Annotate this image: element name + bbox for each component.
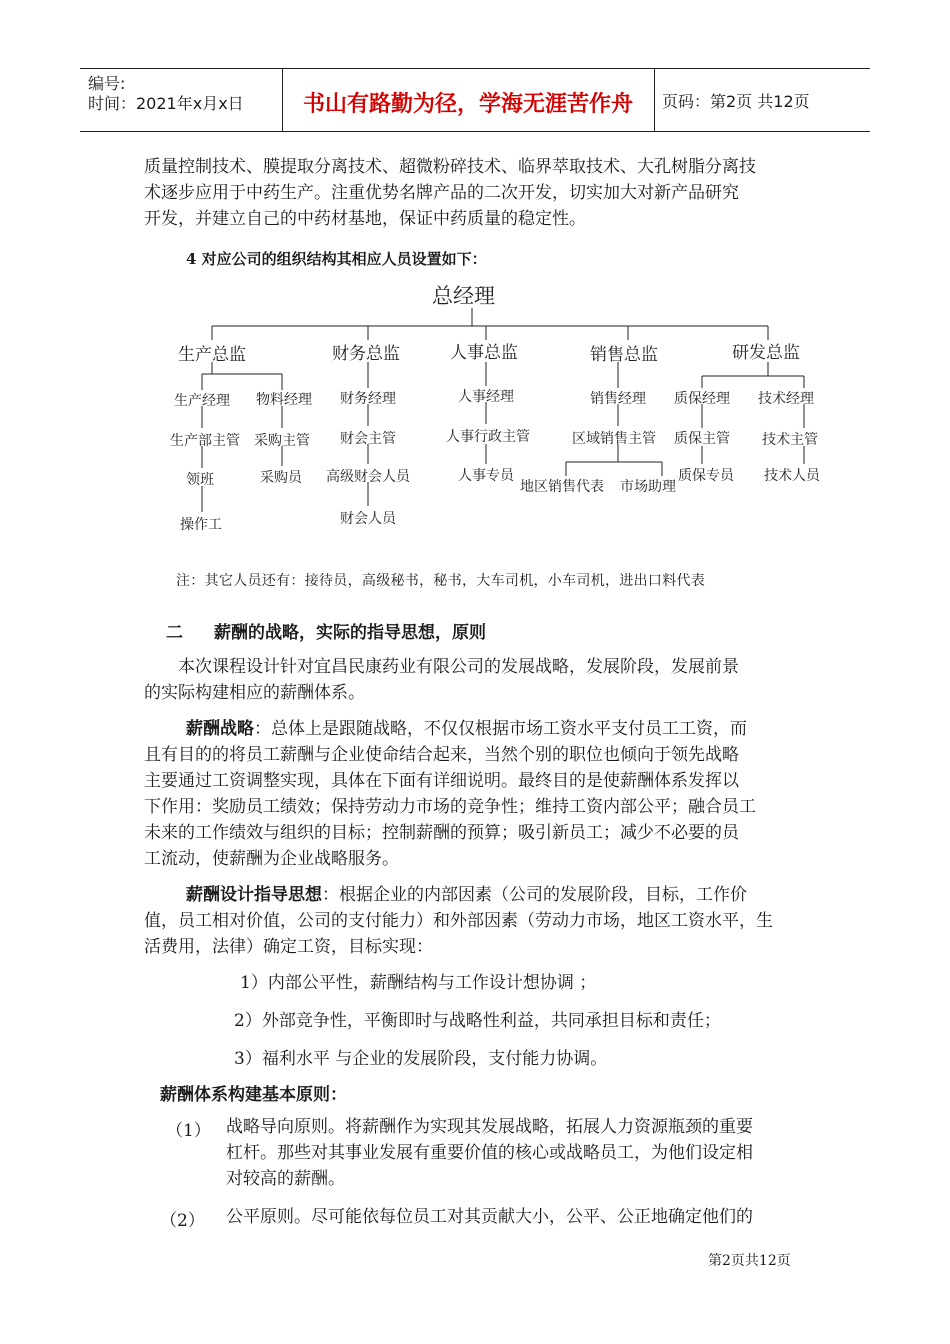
intro-line-1: 质量控制技术、膜提取分离技术、超微粉碎技术、临界萃取技术、大孔树脂分离技 [144, 157, 756, 177]
strategy-line: 未来的工作绩效与组织的目标；控制薪酬的预算；吸引新员工；减少不必要的员 [144, 823, 739, 843]
strategy-label: 薪酬战略 [186, 719, 254, 739]
date-label: 时间：2021年x月x日 [88, 94, 244, 113]
guide-line: 值，员工相对价值，公司的支付能力）和外部因素（劳动力市场，地区工资水平，生 [144, 911, 773, 931]
org-node: 质保专员 [678, 468, 734, 484]
org-director-sales: 销售总监 [590, 345, 658, 365]
org-director-rd: 研发总监 [732, 343, 800, 363]
principle-number: （2） [160, 1211, 205, 1231]
principle-line: 杠杆。那些对其事业发展有重要价值的核心或战略员工，为他们设定相 [226, 1143, 753, 1163]
org-node: 采购主管 [254, 433, 310, 449]
org-node: 领班 [186, 472, 214, 488]
principle-number: （1） [166, 1121, 211, 1141]
org-root: 总经理 [432, 284, 495, 308]
para1-line-1: 本次课程设计针对宜昌民康药业有限公司的发展战略，发展阶段，发展前景 [178, 657, 739, 677]
intro-line-2: 术逐步应用于中药生产。注重优势名牌产品的二次开发，切实加大对新产品研究 [144, 183, 739, 203]
org-node: 技术人员 [764, 468, 820, 484]
page-footer: 第2页共12页 [708, 1253, 791, 1269]
principle-line: 对较高的薪酬。 [226, 1169, 345, 1189]
intro-line-3: 开发，并建立自己的中药材基地，保证中药质量的稳定性。 [144, 209, 586, 229]
guide-item: 1）内部公平性，薪酬结构与工作设计想协调 ； [240, 973, 597, 993]
principles-title: 薪酬体系构建基本原则： [160, 1085, 347, 1105]
guide-line: 活费用，法律）确定工资，目标实现： [144, 937, 433, 957]
strategy-line: 下作用：奖励员工绩效；保持劳动力市场的竞争性；维持工资内部公平；融合员工 [144, 797, 756, 817]
org-node: 人事经理 [458, 389, 514, 405]
strategy-line: 工流动，使薪酬为企业战略服务。 [144, 849, 399, 869]
section-4-title: 4 对应公司的组织结构其相应人员设置如下： [186, 250, 487, 268]
org-node: 地区销售代表 [520, 479, 604, 495]
section-2-title: 薪酬的战略，实际的指导思想，原则 [214, 623, 486, 643]
org-node: 市场助理 [620, 479, 676, 495]
strategy-line: 且有目的的将员工薪酬与企业使命结合起来，当然个别的职位也倾向于领先战略 [144, 745, 739, 765]
strategy-line-1: 薪酬战略：总体上是跟随战略，不仅仅根据市场工资水平支付员工工资，而 [186, 719, 747, 739]
org-node: 操作工 [180, 517, 222, 533]
guide-label: 薪酬设计指导思想 [186, 885, 322, 905]
principle-line: 公平原则。尽可能依每位员工对其贡献大小，公平、公正地确定他们的 [226, 1207, 753, 1227]
strategy-line: 主要通过工资调整实现，具体在下面有详细说明。最终目的是使薪酬体系发挥以 [144, 771, 739, 791]
guide-item: 3）福利水平 与企业的发展阶段，支付能力协调。 [234, 1049, 608, 1069]
org-director-finance: 财务总监 [332, 344, 400, 364]
org-node: 人事专员 [458, 468, 514, 484]
section-2-number: 二 [166, 623, 183, 643]
org-node: 财会人员 [340, 511, 396, 527]
org-node: 技术主管 [762, 432, 818, 448]
org-node: 生产部主管 [170, 433, 240, 449]
org-node: 采购员 [260, 470, 302, 486]
org-director-production: 生产总监 [178, 345, 246, 365]
org-node: 生产经理 [174, 393, 230, 409]
org-node: 财务经理 [340, 391, 396, 407]
org-node: 质保主管 [674, 431, 730, 447]
org-node: 财会主管 [340, 431, 396, 447]
org-node: 质保经理 [674, 391, 730, 407]
header-page-number: 页码：第2页 共12页 [662, 92, 810, 111]
org-note: 注：其它人员还有：接待员，高级秘书，秘书，大车司机，小车司机，进出口料代表 [176, 573, 706, 589]
org-director-hr: 人事总监 [450, 343, 518, 363]
org-node: 人事行政主管 [446, 429, 530, 445]
org-node: 高级财会人员 [326, 469, 410, 485]
org-node: 物料经理 [256, 392, 312, 408]
org-node: 区域销售主管 [572, 431, 656, 447]
org-node: 技术经理 [758, 391, 814, 407]
org-node: 销售经理 [590, 391, 646, 407]
principle-line: 战略导向原则。将薪酬作为实现其发展战略，拓展人力资源瓶颈的重要 [226, 1117, 753, 1137]
para1-line-2: 的实际构建相应的薪酬体系。 [144, 683, 365, 703]
guide-item: 2）外部竞争性，平衡即时与战略性利益，共同承担目标和责任； [234, 1011, 721, 1031]
doc-number-label: 编号: [88, 74, 126, 93]
guide-line-1: 薪酬设计指导思想：根据企业的内部因素（公司的发展阶段，目标，工作价 [186, 885, 747, 905]
header-motto: 书山有路勤为径，学海无涯苦作舟 [302, 92, 633, 117]
